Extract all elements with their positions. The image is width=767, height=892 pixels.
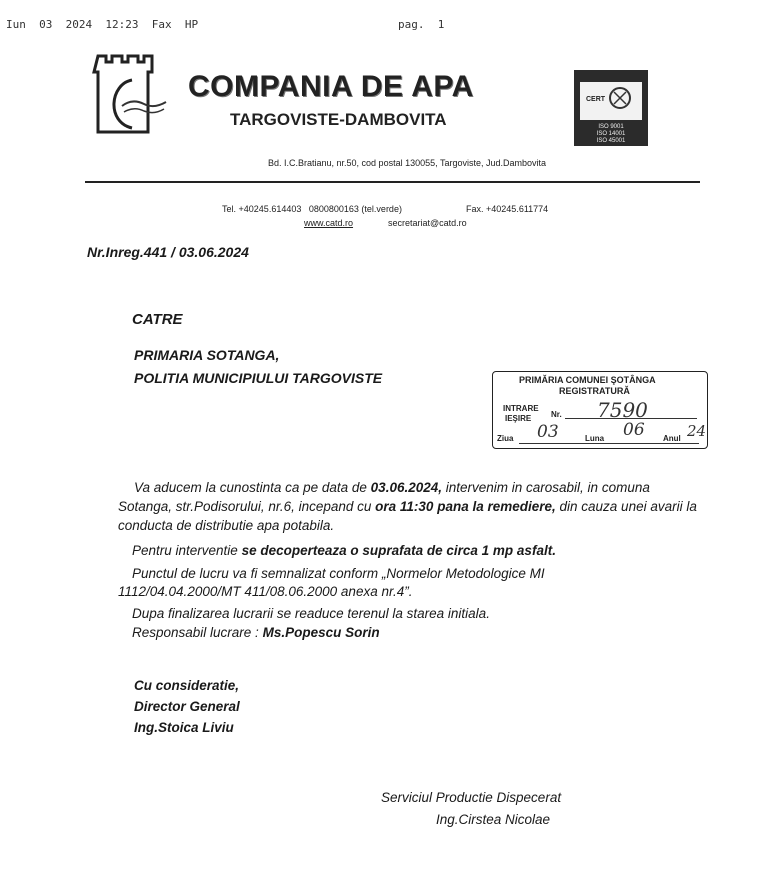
stamp-iesire: IEŞIRE <box>505 414 532 423</box>
cert-line1: ISO 9001 <box>598 124 624 130</box>
registration-number: Nr.Inreg.441 / 03.06.2024 <box>87 244 249 260</box>
cert-caption: CERT <box>586 96 606 103</box>
website-link[interactable]: www.catd.ro <box>304 218 354 228</box>
closing-line-3: Ing.Stoica Liviu <box>134 720 234 735</box>
cert-line2: ISO 14001 <box>596 131 626 137</box>
cert-line3: ISO 45001 <box>596 138 626 144</box>
certification-badge <box>574 70 648 146</box>
fax-sender: HP <box>184 18 199 31</box>
body-paragraph-3-line-1: Punctul de lucru va fi semnalizat conform „Normelor Metodologice MI <box>132 566 545 581</box>
fax-contact-label: Fax. <box>466 204 484 214</box>
stamp-luna-value: 06 <box>623 420 645 440</box>
fax-label: Fax <box>151 18 172 31</box>
company-logo-icon <box>92 52 184 144</box>
company-name: COMPANIA DE APA <box>188 70 474 103</box>
stamp-anul-value: 24 <box>687 422 707 440</box>
stamp-ziua: Ziua <box>497 434 514 443</box>
recipient-1: PRIMARIA SOTANGA, <box>134 347 280 363</box>
body-paragraph-4: Dupa finalizarea lucrarii se readuce terenul la starea initiala. <box>132 606 490 621</box>
contact-fax <box>466 204 548 214</box>
recipient-2: POLITIA MUNICIPIULUI TARGOVISTE <box>134 370 383 386</box>
p2-text-b: se decoperteaza o suprafata de circa 1 mp asfalt. <box>241 543 556 558</box>
body-paragraph-3-line-2: 1112/04.04.2000/MT 411/08.06.2000 anexa nr.4”. <box>118 584 413 599</box>
fax-page-label: pag. <box>398 18 425 31</box>
p1-text-b: intervenim in carosabil, in comuna Sotanga, str.Podisorului, nr.6, incepand cu <box>118 480 650 514</box>
header-divider <box>85 181 700 183</box>
p1-text-c: din cauza unei avarii la conducta de distributie apa potabila. <box>118 499 697 533</box>
closing-line-1: Cu consideratie, <box>134 678 240 693</box>
fax-month: Iun <box>6 18 26 31</box>
responsible-name: Ms.Popescu Sorin <box>262 625 380 640</box>
stamp-title-1: PRIMĂRIA COMUNEI ŞOTÂNGA <box>519 375 656 385</box>
stamp-intrare: INTRARE <box>503 404 539 413</box>
dispatcher-line-1: Serviciul Productie Dispecerat <box>381 790 562 805</box>
fax-day: 03 <box>39 18 53 31</box>
stamp-nr-value: 7590 <box>597 398 648 422</box>
stamp-ziua-value: 03 <box>537 422 559 442</box>
dispatcher-line-2: Ing.Cirstea Nicolae <box>436 812 551 827</box>
body-paragraph-1 <box>118 478 698 535</box>
p1-date: 03.06.2024, <box>370 480 442 495</box>
p1-text-a: Va aducem la cunostinta ca pe data de <box>134 480 371 495</box>
fax-page-number: 1 <box>437 18 445 31</box>
body-paragraph-5 <box>132 625 724 640</box>
fax-page <box>398 18 444 31</box>
company-address: Bd. I.C.Bratianu, nr.50, cod postal 130055, Targoviste, Jud.Dambovita <box>268 158 546 168</box>
contact-tel <box>222 204 402 214</box>
responsible-label: Responsabil lucrare : <box>132 625 263 640</box>
body-paragraph-2 <box>132 543 724 558</box>
stamp-nr: Nr. <box>551 410 562 419</box>
registry-stamp <box>492 371 708 449</box>
company-subtitle: TARGOVISTE-DAMBOVITA <box>230 110 447 129</box>
fax-year: 2024 <box>65 18 93 31</box>
email-address: secretariat@catd.ro <box>388 218 467 228</box>
fax-header <box>6 18 198 31</box>
salutation: CATRE <box>132 311 183 328</box>
stamp-luna: Luna <box>585 434 605 443</box>
tel-number: +40245.614403 <box>238 204 302 214</box>
cert-logo-icon <box>580 82 642 120</box>
stamp-title-2: REGISTRATURĂ <box>559 386 630 396</box>
p1-time: ora 11:30 pana la remediere, <box>375 499 556 514</box>
fax-contact-number: +40245.611774 <box>486 204 549 214</box>
stamp-anul: Anul <box>663 434 681 443</box>
p2-text-a: Pentru interventie <box>132 543 242 558</box>
closing-line-2: Director General <box>134 699 240 714</box>
fax-time: 12:23 <box>105 18 139 31</box>
tel-green: 0800800163 (tel.verde) <box>308 204 402 214</box>
tel-label: Tel. <box>222 204 237 214</box>
